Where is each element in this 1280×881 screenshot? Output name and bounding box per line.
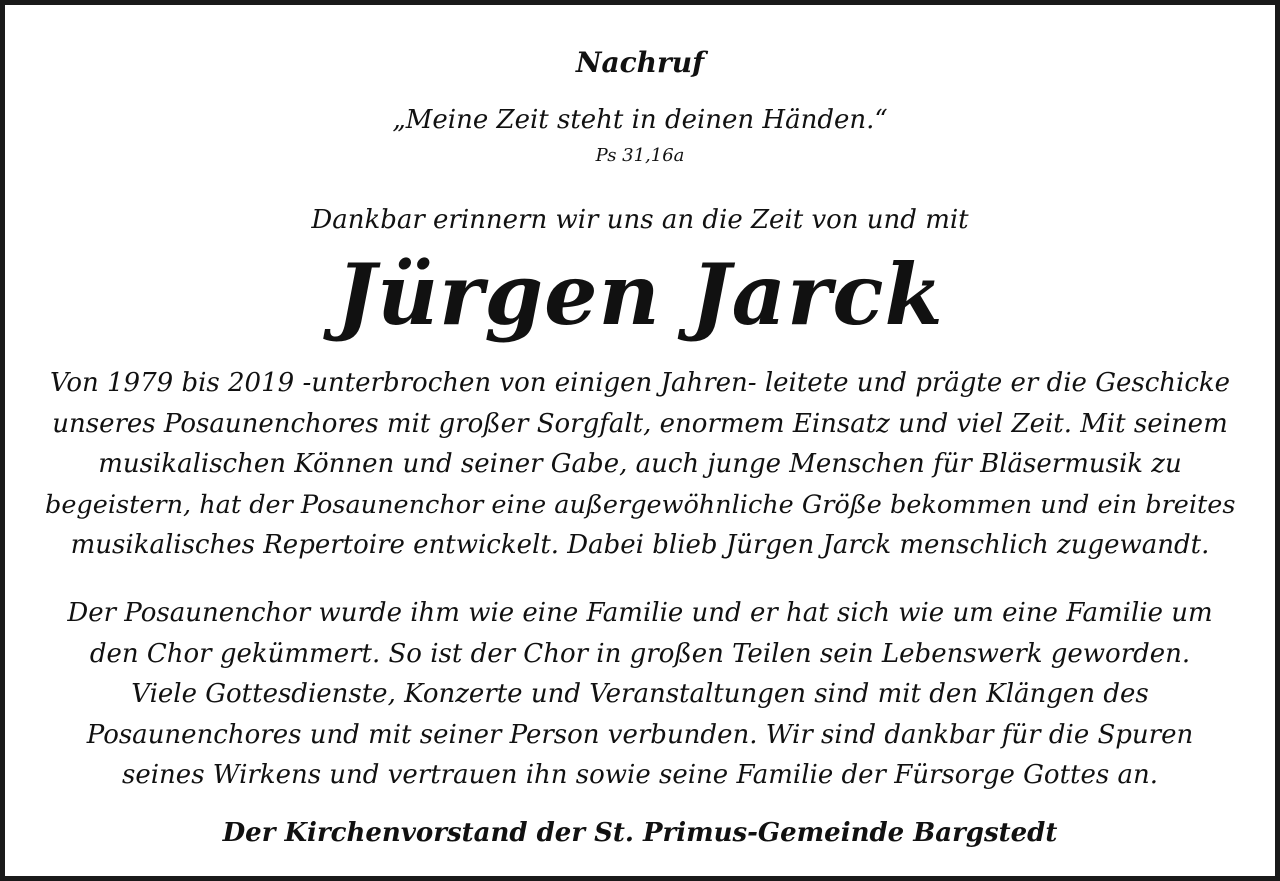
paragraph-line: begeistern, hat der Posaunenchor eine außergewöhnliche Größe bekommen und ein breites bbox=[45, 489, 1236, 520]
bible-quote: „Meine Zeit steht in deinen Händen.“ bbox=[392, 105, 888, 135]
paragraph-line: Viele Gottesdienste, Konzerte und Veranstaltungen sind mit den Klängen des bbox=[131, 679, 1149, 709]
paragraph-line: Der Posaunenchor wurde ihm wie eine Familie und er hat sich wie um eine Familie um bbox=[67, 598, 1213, 628]
paragraph-line: den Chor gekümmert. So ist der Chor in großen Teilen sein Lebenswerk geworden. bbox=[89, 638, 1191, 669]
paragraph-line: Posaunenchores und mit seiner Person verbunden. Wir sind dankbar für die Spuren bbox=[86, 719, 1194, 750]
notice-heading: Nachruf bbox=[575, 46, 705, 79]
intro-line: Dankbar erinnern wir uns an die Zeit von und mit bbox=[311, 205, 969, 235]
signature-line: Der Kirchenvorstand der St. Primus-Gemeinde Bargstedt bbox=[222, 818, 1058, 848]
paragraph-line: Von 1979 bis 2019 -unterbrochen von einigen Jahren- leitete und prägte er die Geschicke bbox=[49, 368, 1231, 398]
paragraph-gratitude bbox=[45, 593, 1235, 796]
paragraph-line: unseres Posaunenchores mit großer Sorgfalt, enormem Einsatz und viel Zeit. Mit seinem bbox=[52, 408, 1228, 439]
deceased-name: Jürgen Jarck bbox=[336, 245, 944, 344]
paragraph-tribute bbox=[45, 363, 1235, 566]
paragraph-line: musikalisches Repertoire entwickelt. Dabei blieb Jürgen Jarck menschlich zugewandt. bbox=[70, 530, 1210, 560]
paragraph-line: musikalischen Können und seiner Gabe, auch junge Menschen für Bläsermusik zu bbox=[98, 449, 1182, 479]
paragraph-line: seines Wirkens und vertrauen ihn sowie seine Familie der Fürsorge Gottes an. bbox=[122, 760, 1158, 790]
psalm-reference: Ps 31,16a bbox=[595, 145, 685, 166]
